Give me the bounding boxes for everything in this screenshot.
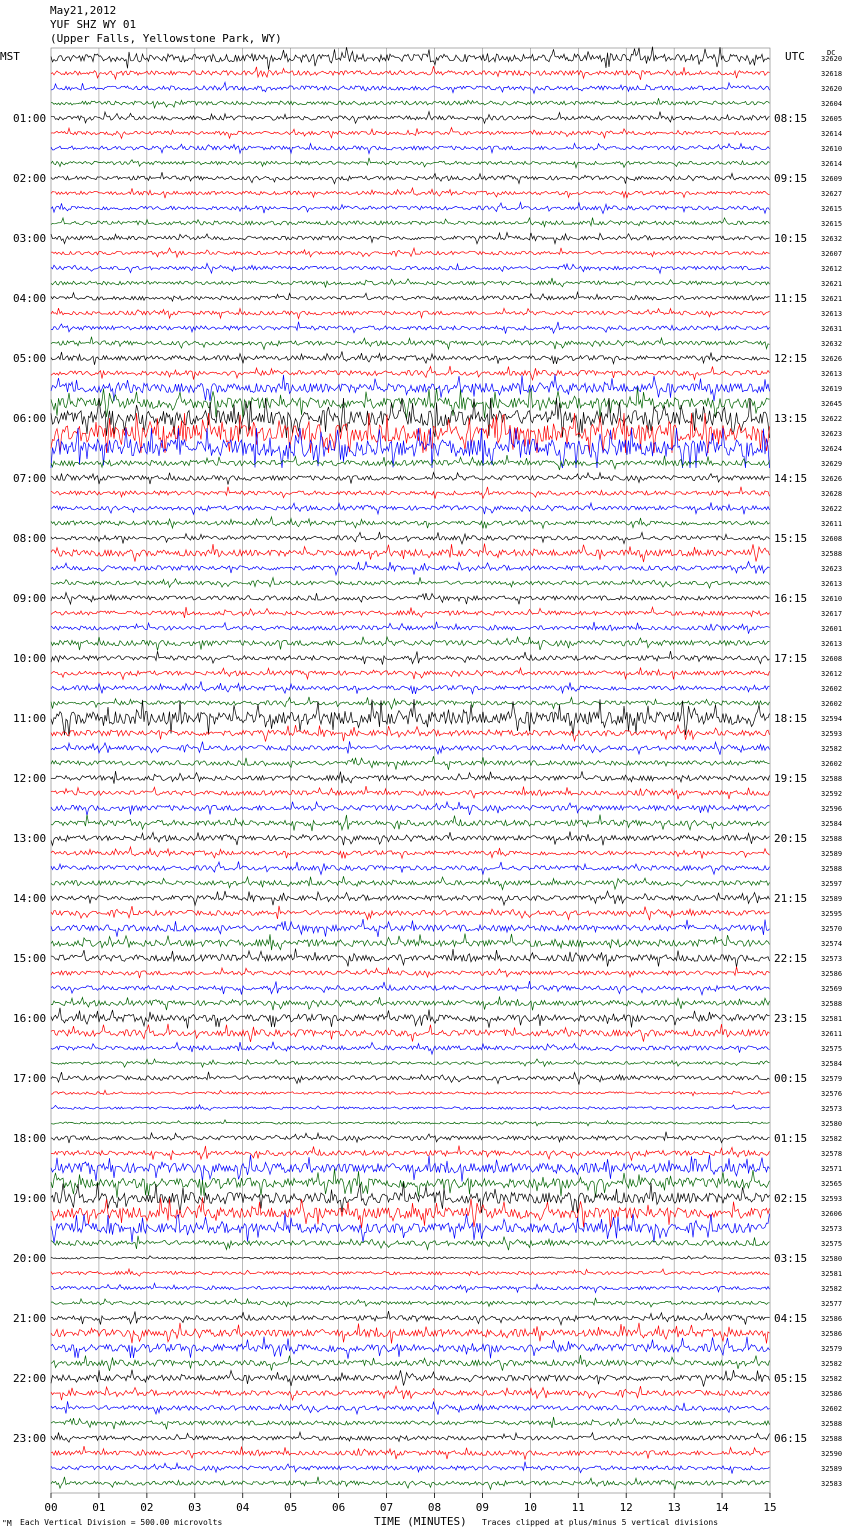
right-hour-label: 14:15: [774, 472, 808, 485]
header-location: (Upper Falls, Yellowstone Park, WY): [50, 32, 282, 45]
trace-dc-value: 32581: [821, 1015, 843, 1023]
trace-dc-value: 32632: [821, 340, 843, 348]
seismic-trace: [51, 263, 770, 273]
left-hour-label: 22:00: [13, 1372, 47, 1385]
x-tick-label: 14: [715, 1501, 729, 1514]
x-tick-label: 15: [763, 1501, 777, 1514]
trace-dc-value: 32588: [821, 1420, 843, 1428]
seismic-trace: [51, 832, 770, 846]
seismic-trace: [51, 949, 770, 968]
trace-dc-value: 32588: [821, 835, 843, 843]
seismic-trace: [51, 1042, 770, 1054]
trace-dc-value: 32609: [821, 175, 843, 183]
right-hour-label: 09:15: [774, 172, 808, 185]
seismic-trace: [51, 172, 770, 184]
seismic-trace: [51, 637, 770, 651]
seismic-trace: [51, 1446, 770, 1460]
x-tick-label: 04: [236, 1501, 250, 1514]
seismic-trace: [51, 622, 770, 634]
right-hour-label: 04:15: [774, 1312, 808, 1325]
trace-dc-value: 32597: [821, 880, 843, 888]
right-hour-label: 15:15: [774, 532, 808, 545]
right-hour-label: 00:15: [774, 1072, 808, 1085]
right-axis-title: UTC: [785, 50, 805, 63]
trace-dc-value: 32612: [821, 265, 843, 273]
seismic-trace: [51, 756, 770, 770]
right-hour-label: 01:15: [774, 1132, 808, 1145]
trace-dc-value: 32589: [821, 895, 843, 903]
trace-dc-value: 32614: [821, 160, 843, 168]
trace-dc-value: 32577: [821, 1300, 843, 1308]
trace-dc-value: 32570: [821, 925, 843, 933]
trace-dc-value: 32569: [821, 985, 843, 993]
trace-dc-value: 32586: [821, 1315, 843, 1323]
seismic-trace: [51, 1401, 770, 1414]
trace-dc-value: 32602: [821, 1405, 843, 1413]
right-hour-label: 06:15: [774, 1432, 808, 1445]
trace-dc-value: 32575: [821, 1045, 843, 1053]
seismic-trace: [51, 1432, 770, 1442]
trace-dc-value: 32593: [821, 730, 843, 738]
trace-dc-value: 32584: [821, 1060, 843, 1068]
left-hour-label: 16:00: [13, 1012, 47, 1025]
seismic-trace: [51, 667, 770, 679]
seismic-trace: [51, 1477, 770, 1490]
seismic-trace: [51, 322, 770, 334]
seismic-trace: [51, 473, 770, 485]
trace-dc-value: 32580: [821, 1255, 843, 1263]
seismic-trace: [51, 981, 770, 995]
trace-dc-value: 32580: [821, 1120, 843, 1128]
seismic-trace: [51, 1283, 770, 1292]
trace-dc-value: 32576: [821, 1090, 843, 1098]
seismic-trace: [51, 906, 770, 920]
seismic-trace: [51, 218, 770, 227]
seismic-trace: [51, 1008, 770, 1029]
trace-dc-value: 32645: [821, 400, 843, 408]
seismic-trace: [51, 1236, 770, 1250]
seismic-trace: [51, 1298, 770, 1307]
left-hour-label: 10:00: [13, 652, 47, 665]
trace-layer: [51, 47, 770, 1490]
seismic-trace: [51, 1256, 770, 1260]
seismic-trace: [51, 607, 770, 618]
right-hour-label: 18:15: [774, 712, 808, 725]
seismic-trace: [51, 374, 770, 401]
plot-footer: [0, 1516, 850, 1534]
left-hour-label: 09:00: [13, 592, 47, 605]
trace-dc-value: 32615: [821, 220, 843, 228]
trace-dc-value: 32581: [821, 1270, 843, 1278]
x-tick-label: 05: [284, 1501, 298, 1514]
seismic-trace: [51, 1072, 770, 1084]
seismic-trace: [51, 112, 770, 124]
seismic-trace: [51, 158, 770, 168]
right-hour-label: 05:15: [774, 1372, 808, 1385]
seismic-trace: [51, 1059, 770, 1067]
trace-dc-value: 32614: [821, 130, 843, 138]
trace-dc-value: 32621: [821, 295, 843, 303]
trace-dc-value: 32619: [821, 385, 843, 393]
trace-dc-value: 32608: [821, 535, 843, 543]
trace-dc-value: 32588: [821, 550, 843, 558]
seismic-trace: [51, 82, 770, 93]
seismic-trace: [51, 847, 770, 859]
left-hour-label: 17:00: [13, 1072, 47, 1085]
trace-dc-value: 32584: [821, 820, 843, 828]
left-hour-label: 19:00: [13, 1192, 47, 1205]
trace-dc-value: 32617: [821, 610, 843, 618]
trace-dc-value: 32615: [821, 205, 843, 213]
trace-dc-value: 32613: [821, 310, 843, 318]
x-tick-label: 02: [140, 1501, 154, 1514]
right-hour-label: 12:15: [774, 352, 808, 365]
trace-dc-value: 32586: [821, 1390, 843, 1398]
trace-dc-value: 32620: [821, 85, 843, 93]
seismic-trace: [51, 387, 770, 419]
trace-dc-value: 32588: [821, 775, 843, 783]
left-hour-label: 06:00: [13, 412, 47, 425]
trace-dc-value: 32586: [821, 1330, 843, 1338]
trace-dc-value: 32612: [821, 670, 843, 678]
seismic-trace: [51, 725, 770, 741]
seismic-trace: [51, 1311, 770, 1325]
trace-dc-value: 32595: [821, 910, 843, 918]
header-station: YUF SHZ WY 01: [50, 18, 137, 31]
left-hour-label: 12:00: [13, 772, 47, 785]
seismic-trace: [51, 651, 770, 665]
right-hour-label: 02:15: [774, 1192, 808, 1205]
trace-dc-value: 32573: [821, 1225, 843, 1233]
seismic-trace: [51, 1386, 770, 1400]
trace-dc-value: 32586: [821, 970, 843, 978]
seismic-trace: [51, 337, 770, 350]
seismic-trace: [51, 681, 770, 694]
left-hour-label: 04:00: [13, 292, 47, 305]
trace-dc-value: 32573: [821, 955, 843, 963]
trace-dc-value: 32574: [821, 940, 843, 948]
seismic-trace: [51, 1355, 770, 1371]
right-hour-label: 22:15: [774, 952, 808, 965]
seismic-trace: [51, 188, 770, 198]
trace-dc-value: 32573: [821, 1105, 843, 1113]
trace-dc-value: 32589: [821, 1465, 843, 1473]
seismic-trace: [51, 786, 770, 799]
seismic-trace: [51, 1120, 770, 1126]
seismic-trace: [51, 202, 770, 213]
seismic-trace: [51, 1417, 770, 1429]
seismic-trace: [51, 562, 770, 575]
trace-dc-value: 32596: [821, 805, 843, 813]
trace-dc-value: 32590: [821, 1450, 843, 1458]
trace-dc-value: 32626: [821, 355, 843, 363]
trace-dc-value: 32579: [821, 1345, 843, 1353]
trace-dc-value: 32588: [821, 1435, 843, 1443]
trace-dc-value: 32593: [821, 1195, 843, 1203]
x-tick-label: 01: [92, 1501, 106, 1514]
trace-dc-value: 32610: [821, 145, 843, 153]
trace-dc-value: 32592: [821, 790, 843, 798]
seismic-trace: [51, 741, 770, 754]
x-axis-title: TIME (MINUTES): [374, 1515, 467, 1528]
trace-dc-value: 32582: [821, 1285, 843, 1293]
seismic-trace: [51, 308, 770, 319]
seismic-trace: [51, 455, 770, 470]
trace-dc-value: 32613: [821, 580, 843, 588]
right-hour-label: 08:15: [774, 112, 808, 125]
x-tick-label: 08: [427, 1501, 442, 1514]
seismic-trace: [51, 997, 770, 1011]
left-hour-label: 02:00: [13, 172, 47, 185]
seismic-trace: [51, 517, 770, 529]
trace-dc-value: 32601: [821, 625, 843, 633]
seismic-trace: [51, 771, 770, 784]
seismic-trace: [51, 351, 770, 364]
seismic-trace: [51, 487, 770, 499]
trace-dc-value: 32621: [821, 280, 843, 288]
trace-dc-value: 32631: [821, 325, 843, 333]
x-tick-label: 12: [619, 1501, 633, 1514]
trace-dc-value: 32610: [821, 595, 843, 603]
footer-mark: "M: [2, 1519, 12, 1528]
trace-dc-value: 32618: [821, 70, 843, 78]
trace-dc-value: 32582: [821, 745, 843, 753]
count-axis-title: DC: [827, 49, 836, 57]
seismic-trace: [51, 98, 770, 108]
seismic-trace: [51, 143, 770, 153]
seismic-trace: [51, 1323, 770, 1344]
trace-dc-value: 32623: [821, 565, 843, 573]
left-hour-label: 23:00: [13, 1432, 47, 1445]
trace-dc-value: 32602: [821, 685, 843, 693]
trace-dc-value: 32626: [821, 475, 843, 483]
x-tick-label: 00: [44, 1501, 58, 1514]
seismic-trace: [51, 593, 770, 605]
seismic-trace: [51, 66, 770, 80]
trace-dc-value: 32571: [821, 1165, 843, 1173]
trace-dc-value: 32611: [821, 1030, 843, 1038]
trace-dc-value: 32602: [821, 760, 843, 768]
footer-clip-note: Traces clipped at plus/minus 5 vertical divisions: [482, 1518, 719, 1527]
left-axis-title: MST: [0, 50, 20, 63]
seismic-trace: [51, 278, 770, 288]
seismic-trace: [51, 532, 770, 544]
seismic-trace: [51, 366, 770, 380]
seismic-trace: [51, 47, 770, 70]
x-tick-label: 03: [188, 1501, 202, 1514]
trace-dc-value: 32632: [821, 235, 843, 243]
grid-layer: [51, 48, 770, 1493]
seismic-trace: [51, 876, 770, 889]
seismic-trace: [51, 1132, 770, 1143]
trace-dc-value: 32589: [821, 850, 843, 858]
trace-dc-value: 32565: [821, 1180, 843, 1188]
trace-dc-value: 32624: [821, 445, 843, 453]
left-hour-label: 13:00: [13, 832, 47, 845]
seismic-trace: [51, 802, 770, 816]
trace-dc-value: 32613: [821, 640, 843, 648]
trace-dc-value: 32608: [821, 655, 843, 663]
left-hour-label: 08:00: [13, 532, 47, 545]
seismic-trace: [51, 128, 770, 139]
seismic-trace: [51, 1146, 770, 1161]
x-axis: [44, 1493, 776, 1514]
left-hour-label: 18:00: [13, 1132, 47, 1145]
trace-dc-value: 32628: [821, 490, 843, 498]
right-hour-label: 19:15: [774, 772, 808, 785]
trace-dc-value: 32613: [821, 370, 843, 378]
trace-dc-value: 32602: [821, 700, 843, 708]
x-tick-label: 11: [571, 1501, 585, 1514]
seismic-trace: [51, 248, 770, 257]
seismic-trace: [51, 1169, 770, 1198]
plot-frame: [51, 48, 770, 1493]
seismic-trace: [51, 1213, 770, 1243]
right-hour-label: 20:15: [774, 832, 808, 845]
trace-dc-value: 32594: [821, 715, 843, 723]
x-tick-label: 09: [475, 1501, 490, 1514]
seismic-trace: [51, 967, 770, 978]
trace-dc-value: 32578: [821, 1150, 843, 1158]
trace-dc-value: 32604: [821, 100, 843, 108]
trace-dc-value: 32622: [821, 505, 843, 513]
seismic-trace: [51, 697, 770, 709]
x-tick-label: 10: [523, 1501, 537, 1514]
trace-dc-value: 32623: [821, 430, 843, 438]
seismic-trace: [51, 1337, 770, 1359]
seismic-trace: [51, 1462, 770, 1474]
header-date: May21,2012: [50, 4, 117, 17]
seismic-trace: [51, 861, 770, 874]
right-hour-label: 10:15: [774, 232, 808, 245]
footer-scale: Each Vertical Division = 500.00 microvolts: [20, 1518, 223, 1527]
seismic-trace: [51, 919, 770, 937]
trace-dc-value: 32607: [821, 250, 843, 258]
seismic-trace: [51, 577, 770, 588]
right-hour-label: 23:15: [774, 1012, 808, 1025]
seismic-trace: [51, 233, 770, 244]
left-hour-label: 21:00: [13, 1312, 47, 1325]
x-tick-label: 06: [331, 1501, 346, 1514]
right-hour-label: 11:15: [774, 292, 808, 305]
trace-dc-value: 32582: [821, 1135, 843, 1143]
seismic-trace: [51, 1269, 770, 1276]
left-hour-label: 07:00: [13, 472, 47, 485]
trace-dc-value: 32582: [821, 1360, 843, 1368]
right-hour-label: 16:15: [774, 592, 808, 605]
seismic-trace: [51, 544, 770, 563]
trace-dc-value: 32579: [821, 1075, 843, 1083]
seismic-trace: [51, 1105, 770, 1111]
seismic-trace: [51, 502, 770, 514]
trace-dc-value: 32606: [821, 1210, 843, 1218]
right-hour-label: 03:15: [774, 1252, 808, 1265]
seismic-trace: [51, 292, 770, 301]
trace-dc-value: 32575: [821, 1240, 843, 1248]
left-hour-label: 11:00: [13, 712, 47, 725]
trace-dc-value: 32627: [821, 190, 843, 198]
x-tick-label: 07: [379, 1501, 394, 1514]
seismic-trace: [51, 1155, 770, 1182]
seismic-trace: [51, 934, 770, 951]
trace-dc-value: 32629: [821, 460, 843, 468]
left-hour-label: 01:00: [13, 112, 47, 125]
trace-dc-value: 32622: [821, 415, 843, 423]
trace-dc-value: 32588: [821, 1000, 843, 1008]
left-hour-label: 15:00: [13, 952, 47, 965]
seismic-trace: [51, 1090, 770, 1096]
trace-dc-value: 32582: [821, 1375, 843, 1383]
x-tick-label: 13: [667, 1501, 681, 1514]
seismic-trace: [51, 1024, 770, 1042]
right-hour-label: 17:15: [774, 652, 808, 665]
seismic-trace: [51, 891, 770, 905]
seismic-trace: [51, 815, 770, 832]
trace-dc-value: 32620: [821, 55, 843, 63]
left-hour-label: 05:00: [13, 352, 47, 365]
left-hour-label: 20:00: [13, 1252, 47, 1265]
trace-dc-value: 32605: [821, 115, 843, 123]
right-hour-label: 13:15: [774, 412, 808, 425]
trace-dc-value: 32611: [821, 520, 843, 528]
left-hour-label: 14:00: [13, 892, 47, 905]
left-hour-label: 03:00: [13, 232, 47, 245]
trace-dc-value: 32583: [821, 1480, 843, 1488]
trace-dc-value: 32588: [821, 865, 843, 873]
right-hour-label: 21:15: [774, 892, 808, 905]
seismic-trace: [51, 1370, 770, 1387]
